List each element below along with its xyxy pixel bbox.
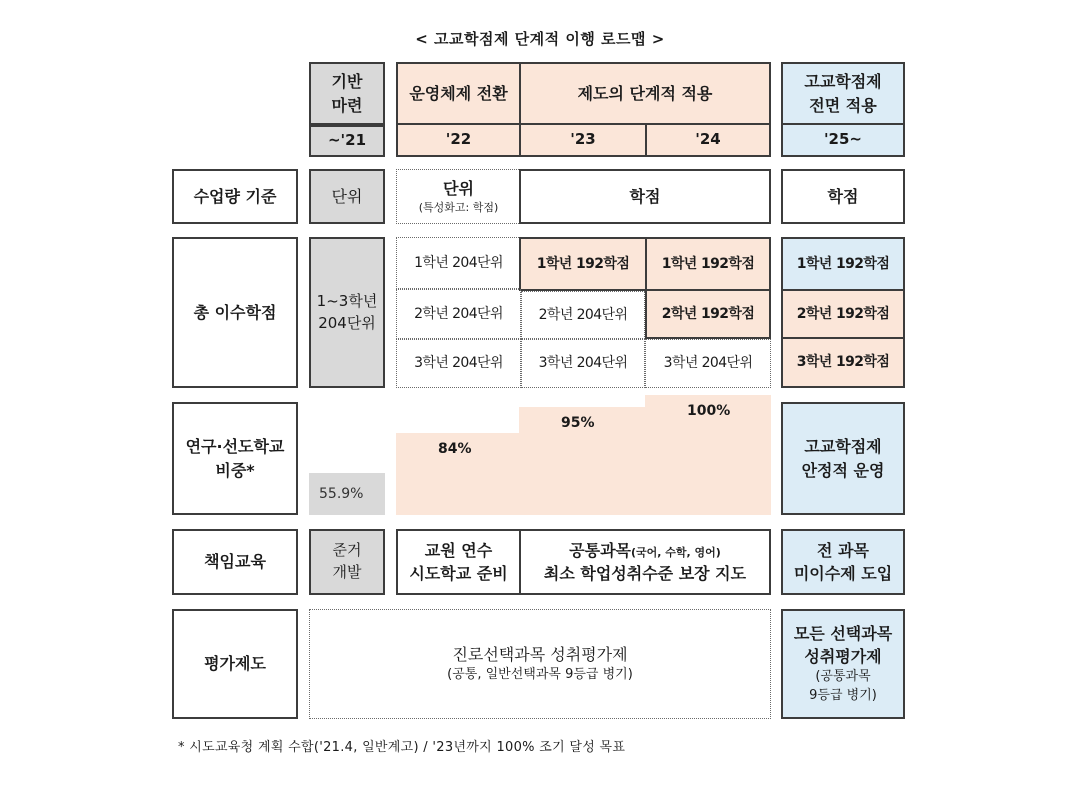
value-label-24: 100% [687, 403, 731, 419]
credits-24-grade2 [645, 289, 771, 339]
pilot-schools-25 [781, 402, 905, 515]
class-standard-23-24 [519, 169, 771, 224]
cell-line1: 교원 연수 [424, 540, 493, 560]
cell-line2: 204단위 [318, 313, 376, 332]
cell-text: 1학년 192학점 [661, 255, 755, 272]
cell-line2: (공통, 일반선택과목 9등급 병기) [447, 667, 633, 683]
credits-25-grade1 [781, 237, 905, 291]
year-label: '23 [570, 130, 596, 149]
header-label: 제도의 단계적 적용 [577, 83, 713, 103]
cell-text: 2학년 192학점 [796, 305, 890, 322]
header-basis-line2: 마련 [331, 95, 363, 115]
responsible-education-22 [396, 529, 521, 595]
total-credits-basis [309, 237, 385, 388]
cell-line2: 안정적 운영 [801, 460, 885, 480]
cell-line4: 9등급 병기) [809, 688, 877, 704]
row-label: 책임교육 [204, 552, 266, 572]
cell-line1-main: 공통과목 [569, 540, 631, 560]
cell-text: 단위 [331, 186, 363, 206]
cell-text: 2학년 204단위 [538, 306, 628, 323]
row-label-evaluation [172, 609, 298, 719]
cell-line1: 진로선택과목 성취평가제 [452, 644, 628, 664]
cell-line3: (공통과목 [815, 669, 871, 685]
row-label-class-standard [172, 169, 298, 224]
row-label: 수업량 기준 [193, 186, 277, 206]
year-label: '22 [445, 130, 472, 149]
responsible-education-23-24 [519, 529, 771, 595]
class-standard-basis [309, 169, 385, 224]
header-basis [309, 62, 385, 125]
value-label-21: 55.9% [319, 486, 364, 502]
header-year-25 [781, 123, 905, 157]
credits-24-grade3 [645, 339, 771, 388]
cell-line1: 1~3학년 [316, 291, 378, 310]
cell-line2: 개발 [332, 563, 362, 581]
cell-line1: 준거 [332, 541, 362, 560]
cell-text: 1학년 192학점 [796, 255, 890, 272]
cell-text: 1학년 192학점 [536, 255, 630, 272]
credits-23-grade2 [521, 291, 645, 339]
row-label-total-credits [172, 237, 298, 388]
evaluation-25 [781, 609, 905, 719]
cell-line1-sub: (국어, 수학, 영어) [631, 545, 721, 559]
year-label: '25~ [823, 130, 863, 149]
header-line2: 전면 적용 [809, 95, 877, 115]
header-full-application [781, 62, 905, 125]
header-label: 운영체제 전환 [409, 83, 508, 103]
class-standard-25 [781, 169, 905, 224]
row-label-line1: 연구·선도학교 [185, 437, 285, 457]
value-label-22: 84% [438, 441, 472, 457]
pilot-schools-step-chart [309, 395, 771, 515]
page-title: < 고교학점제 단계적 이행 로드맵 > [415, 30, 665, 48]
cell-text: 학점 [629, 186, 661, 206]
cell-text: 학점 [827, 186, 859, 206]
row-label-pilot-schools [172, 402, 298, 515]
cell-text: 2학년 192학점 [661, 305, 755, 322]
header-year-23 [519, 123, 647, 157]
row-label-line2: 비중* [215, 460, 255, 480]
header-year-24 [645, 123, 771, 157]
row-label: 평가제도 [204, 654, 266, 674]
header-year-22 [396, 123, 521, 157]
credits-22-grade2 [396, 289, 521, 339]
cell-line1: 고교학점제 [804, 437, 882, 457]
cell-text: 3학년 204단위 [414, 355, 503, 372]
cell-line2: 시도학교 준비 [409, 564, 508, 583]
cell-text: 단위 [443, 178, 474, 198]
cell-text: 3학년 204단위 [538, 355, 628, 372]
year-label: '24 [695, 130, 721, 149]
cell-line2: 최소 학업성취수준 보장 지도 [543, 564, 747, 583]
header-basis-year [309, 125, 385, 157]
cell-line1: 모든 선택과목 [793, 623, 893, 643]
cell-line2: 미이수제 도입 [793, 564, 893, 583]
credits-23-grade1 [519, 237, 647, 291]
credits-25-grade2 [781, 289, 905, 339]
footnote: * 시도교육청 계획 수합('21.4, 일반계고) / '23년까지 100% 조기 달성 목표 [178, 740, 626, 755]
cell-line1: 전 과목 [817, 540, 869, 560]
cell-subtext: (특성화고: 학점) [418, 201, 499, 215]
header-line1: 고교학점제 [804, 72, 882, 92]
responsible-education-25 [781, 529, 905, 595]
cell-text: 3학년 204단위 [663, 355, 753, 372]
value-label-23: 95% [561, 415, 595, 431]
header-gradual-application [519, 62, 771, 125]
class-standard-22 [396, 169, 521, 224]
evaluation-main [309, 609, 771, 719]
credits-23-grade3 [521, 339, 645, 388]
cell-text: 1학년 204단위 [414, 254, 503, 271]
credits-24-grade1 [645, 237, 771, 291]
cell-line2: 성취평가제 [804, 647, 882, 667]
responsible-education-basis [309, 529, 385, 595]
credits-25-grade3 [781, 337, 905, 388]
row-label-responsible-education [172, 529, 298, 595]
cell-text: 3학년 192학점 [796, 354, 890, 371]
credits-22-grade1 [396, 237, 521, 289]
header-basis-line1: 기반 [331, 72, 363, 92]
row-label: 총 이수학점 [193, 302, 277, 322]
credits-22-grade3 [396, 339, 521, 388]
year-label: ~'21 [327, 131, 367, 150]
cell-text: 2학년 204단위 [414, 305, 503, 322]
header-operation-transition [396, 62, 521, 125]
cell-line1 [569, 539, 721, 562]
